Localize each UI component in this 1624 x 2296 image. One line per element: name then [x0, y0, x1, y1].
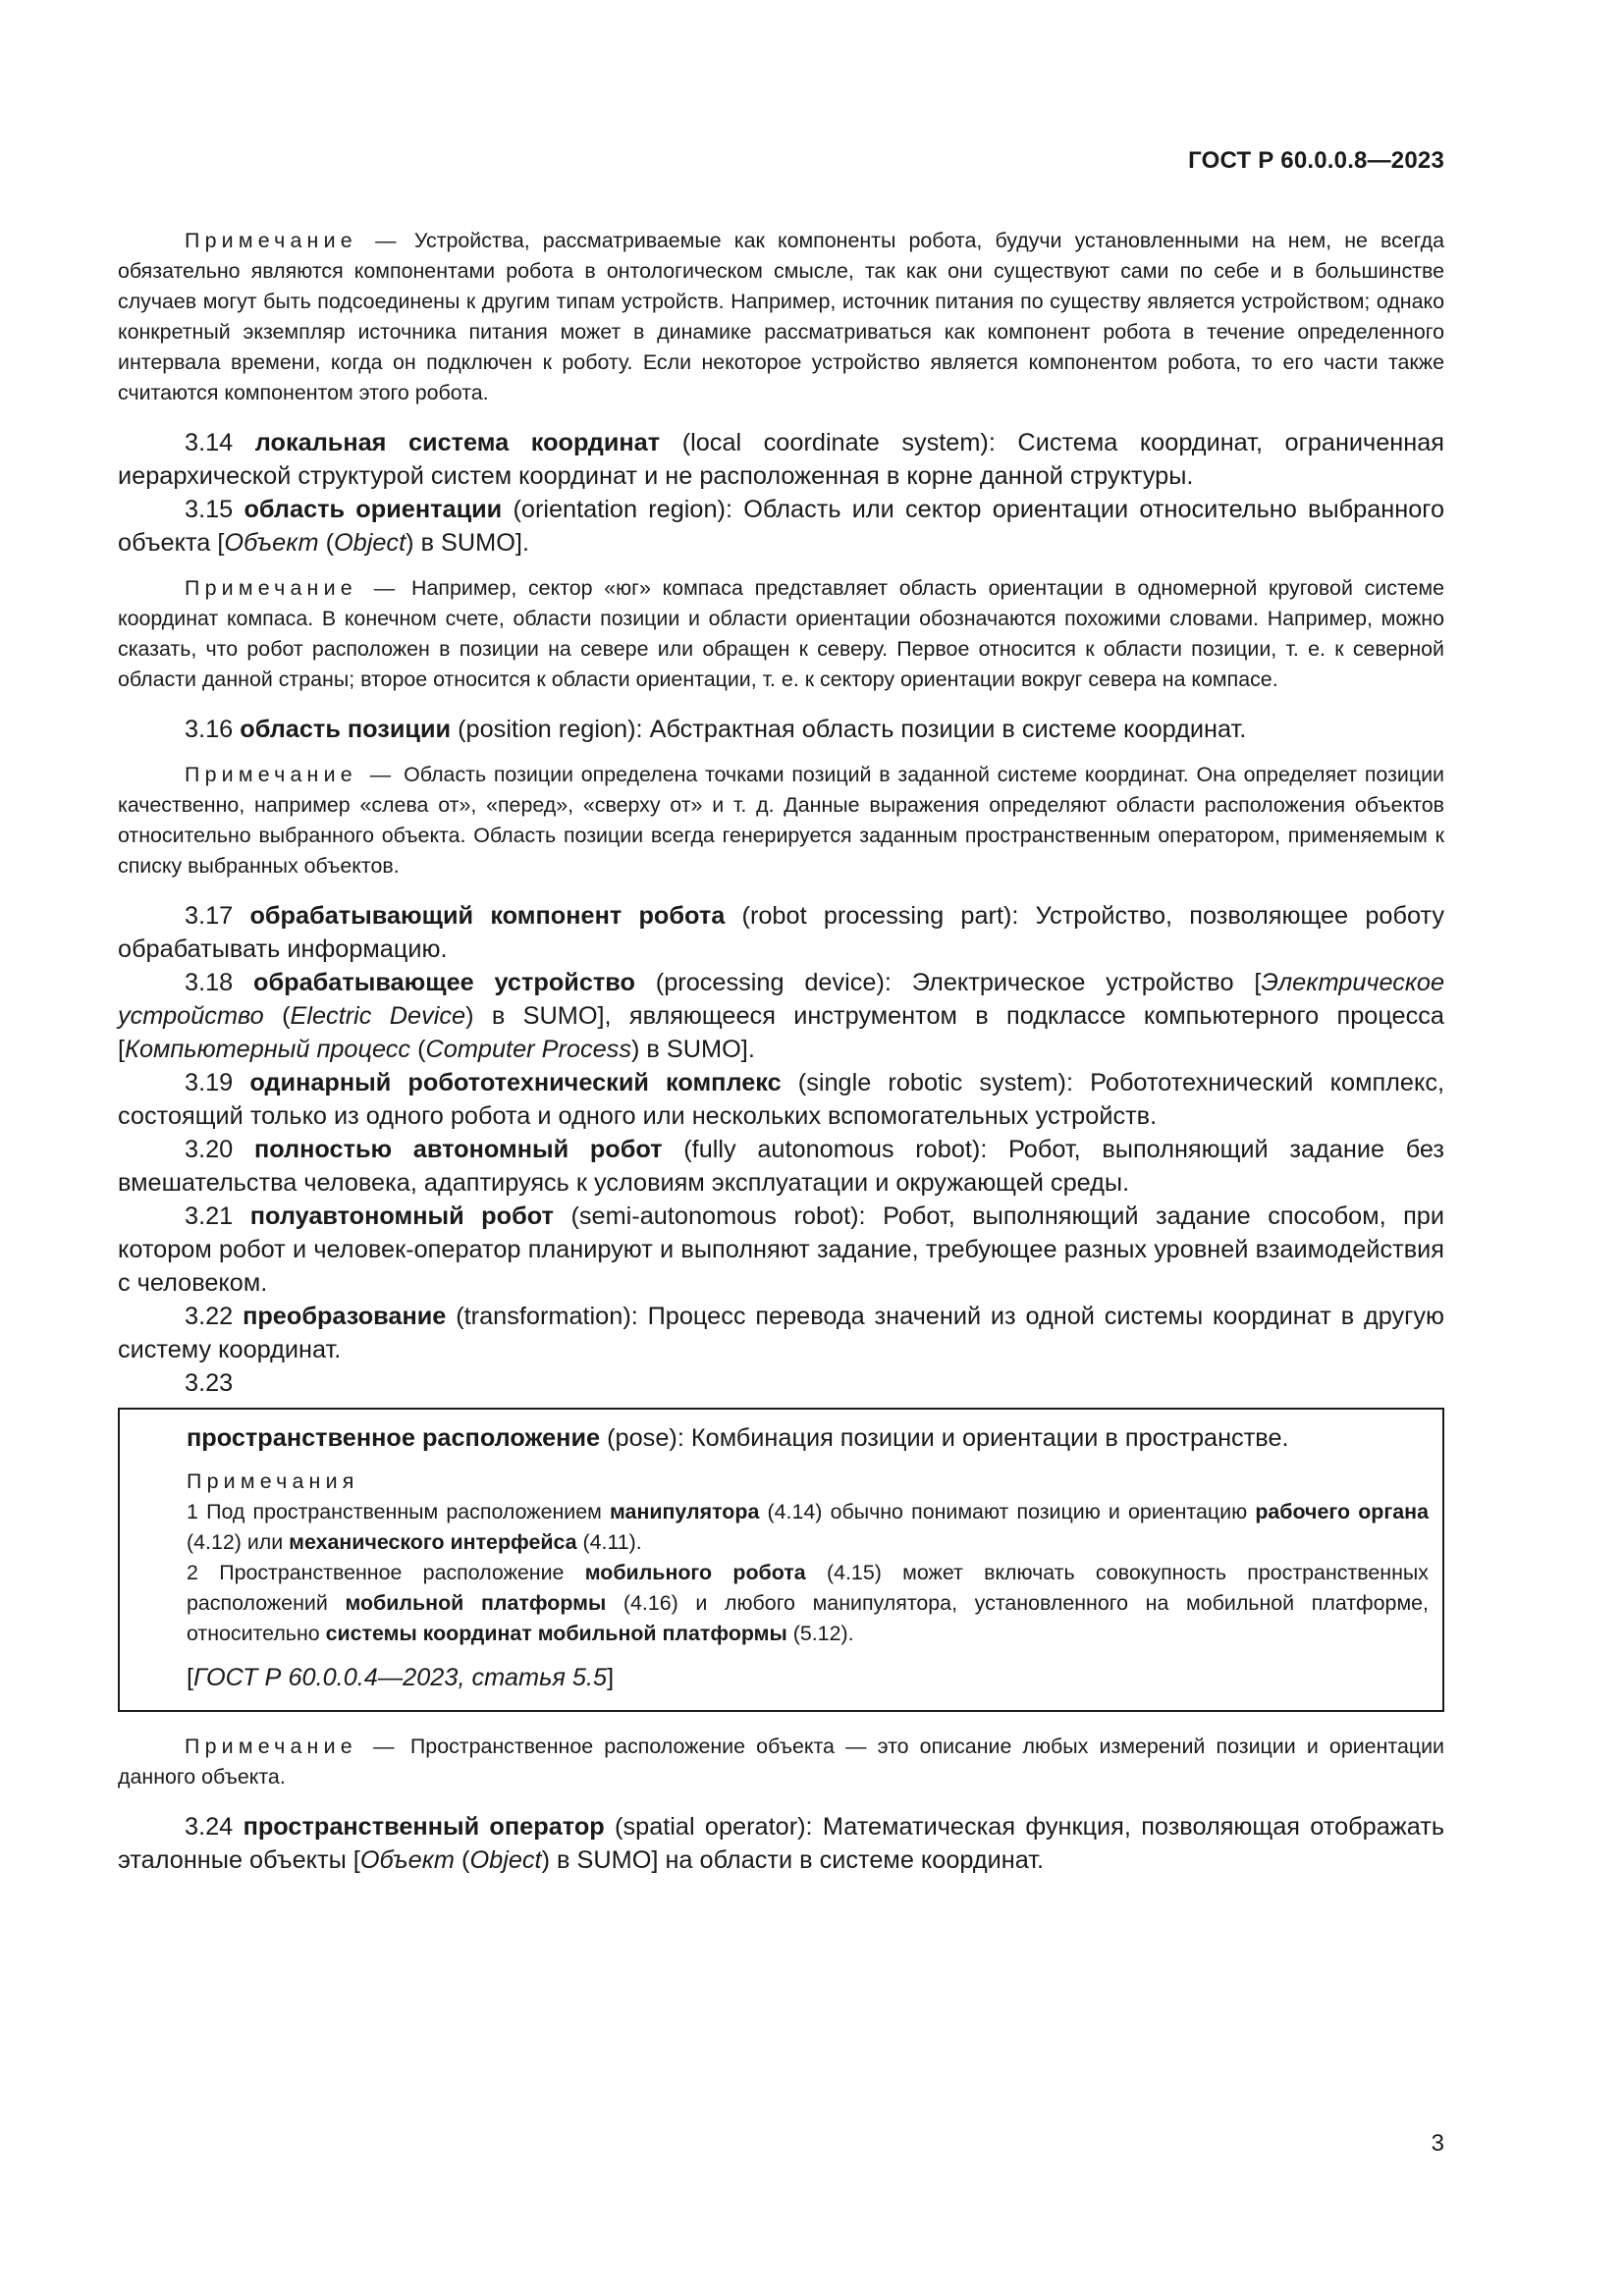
term-number: 3.14: [185, 429, 234, 456]
term-3-22: [118, 1300, 1444, 1366]
term-number: 3.24: [185, 1813, 234, 1841]
term-3-17: [118, 899, 1444, 966]
term-name: обрабатывающий компонент робота: [249, 902, 726, 930]
text-fragment: (5.12).: [786, 1622, 854, 1645]
note-text: Область позиции определена точками позиций в заданной системе координат. Она определяет позиции качественно, например «слева от», «перед», «сверху от» и т. д. Данные выражения определяют области расположения объектов относительно выбранного объекта. Область позиции всегда генерируется заданным пространственным оператором, применяемым к списку выбранных объектов.: [118, 763, 1444, 878]
term-english: (spatial operator):: [615, 1813, 813, 1841]
term-ref: мобильной платформы: [345, 1591, 607, 1615]
bracket: [: [187, 1664, 194, 1691]
text-fragment: (: [318, 529, 334, 557]
note-position: [118, 760, 1444, 881]
term-3-24: [118, 1810, 1444, 1877]
term-number: 3.18: [185, 969, 234, 996]
term-english: (pose):: [607, 1424, 684, 1452]
term-name: локальная система координат: [254, 429, 661, 456]
note-orientation: [118, 573, 1444, 695]
term-english: (local coordinate system):: [681, 429, 996, 456]
text-fragment: (: [263, 1002, 291, 1030]
note-text: Пространственное расположение объекта — это описание любых измерений позиции и ориентации данного объекта.: [118, 1735, 1444, 1789]
term-english: (transformation):: [456, 1303, 638, 1330]
term-definition: Система координат, ограниченная иерархической структурой систем координат и не расположенная в корне данной структуры.: [118, 429, 1445, 490]
term-number: 3.20: [185, 1136, 234, 1163]
term-english: (orientation region):: [513, 496, 733, 523]
term-english: (processing device):: [655, 969, 892, 996]
term-name: полуавтономный робот: [249, 1202, 554, 1230]
term-3-20: [118, 1133, 1444, 1200]
text-fragment: ) в SUMO], являющееся инструментом в подклассе компьютерного процесса [: [118, 1002, 1444, 1063]
term-definition: Абстрактная область позиции в системе координат.: [649, 716, 1247, 743]
notes-heading: Примечания: [187, 1469, 359, 1493]
term-name: пространственный оператор: [243, 1813, 605, 1841]
term-name: одинарный робототехнический комплекс: [249, 1069, 782, 1096]
term-definition: Устройство, позволяющее роботу обрабатывать информацию.: [118, 902, 1444, 963]
source-reference: [187, 1661, 1429, 1694]
term-3-23-number: 3.23: [185, 1369, 234, 1397]
source-citation: ГОСТ Р 60.0.0.4—2023, статья 5.5: [193, 1664, 608, 1691]
term-3-23-definition: [187, 1421, 1429, 1455]
box-note-1: [187, 1497, 1429, 1558]
term-3-16: [118, 713, 1444, 746]
term-name: область позиции: [240, 716, 452, 743]
term-number: 3.22: [185, 1303, 234, 1330]
term-ref: механического интерфейса: [289, 1530, 577, 1554]
term-english: (robot processing part):: [741, 902, 1019, 930]
note-pose: [118, 1732, 1444, 1792]
term-ref: рабочего органа: [1255, 1500, 1429, 1523]
term-name: обрабатывающее устройство: [253, 969, 635, 996]
text-fragment: (: [455, 1846, 470, 1874]
document-body: [118, 226, 1444, 1877]
sumo-ref: Computer Process: [425, 1036, 631, 1063]
standard-header: ГОСТ Р 60.0.0.8—2023: [1188, 147, 1444, 174]
term-english: (position region):: [458, 716, 643, 743]
term-3-18: [118, 966, 1444, 1066]
text-fragment: 2 Пространственное расположение: [187, 1561, 585, 1584]
term-ref: системы координат мобильной платформы: [325, 1622, 787, 1645]
note-label: Примечание —: [185, 229, 402, 252]
term-definition: Область или сектор ориентации относительно выбранного объекта [: [118, 496, 1445, 557]
term-definition: Робототехнический комплекс, состоящий только из одного робота и одного или нескольких вспомогательных устройств.: [118, 1069, 1445, 1130]
bracket: ]: [607, 1664, 615, 1691]
term-name: преобразование: [243, 1303, 447, 1330]
sumo-ref: Electric Device: [290, 1002, 466, 1030]
sumo-ref: Объект: [359, 1846, 455, 1874]
term-3-21: [118, 1200, 1444, 1300]
box-note-2: [187, 1558, 1429, 1649]
term-english: (single robotic system):: [797, 1069, 1073, 1096]
text-fragment: 1 Под пространственным расположением: [187, 1500, 610, 1523]
term-definition: Робот, выполняющий задание без вмешательства человека, адаптируясь к условиям эксплуатации и окружающей среды.: [118, 1136, 1445, 1197]
note-text: Например, сектор «юг» компаса представляет область ориентации в одномерной круговой системе координат компаса. В конечном счете, области позиции и области ориентации обозначаются похожими словами. Например, можно сказать, что робот расположен в позиции на севере или обращен к северу. Первое относится к области позиции, т. е. к северной области данной страны; второе относится к области ориентации, т. е. к сектору ориентации вокруг севера на компасе.: [118, 576, 1444, 691]
text-fragment: Математическая функция, позволяющая отображать эталонные объекты [: [118, 1813, 1444, 1874]
sumo-ref: Электрическое устройство: [118, 969, 1445, 1030]
text-fragment: ) в SUMO].: [406, 529, 529, 557]
term-name: пространственное расположение: [187, 1424, 601, 1452]
term-ref: манипулятора: [610, 1500, 760, 1523]
term-3-15: [118, 493, 1444, 560]
term-3-14: [118, 426, 1444, 493]
term-number: 3.15: [185, 496, 234, 523]
term-number: 3.16: [185, 716, 234, 743]
note-text: Устройства, рассматриваемые как компоненты робота, будучи установленными на нем, не всегда обязательно являются компонентами робота в онтологическом смысле, так как они существуют сами по себе и в большинстве случаев могут быть подсоединены к другим типам устройств. Например, источник питания по существу является устройством; однако конкретный экземпляр источника питания может в динамике рассматриваться как компонент робота в течение определенного интервала времени, когда он подключен к роботу. Если некоторое устройство является компонентом робота, то его части также считаются компонентом этого робота.: [118, 229, 1444, 404]
term-english: (semi-autonomous robot):: [570, 1202, 866, 1230]
term-number: 3.19: [185, 1069, 234, 1096]
term-3-19: [118, 1066, 1444, 1133]
term-definition: Комбинация позиции и ориентации в пространстве.: [690, 1424, 1289, 1452]
term-number: 3.21: [185, 1202, 234, 1230]
term-name: полностью автономный робот: [253, 1136, 663, 1163]
text-fragment: (4.12) или: [187, 1530, 290, 1554]
sumo-ref: Object: [334, 529, 406, 557]
note-label: Примечание —: [185, 1735, 400, 1758]
text-fragment: (4.14) обычно понимают позицию и ориентацию: [759, 1500, 1256, 1523]
text-fragment: (4.16) и любого манипулятора, установленного на мобильной платформе, относительно: [187, 1591, 1429, 1645]
note-label: Примечание —: [185, 576, 401, 600]
text-fragment: (4.15) может включать совокупность пространственных расположений: [187, 1561, 1429, 1615]
term-number: 3.17: [185, 902, 234, 930]
sumo-ref: Компьютерный процесс: [125, 1036, 411, 1063]
text-fragment: (: [410, 1036, 426, 1063]
sumo-ref: Объект: [224, 529, 319, 557]
term-english: (fully autonomous robot):: [683, 1136, 988, 1163]
sumo-ref: Object: [469, 1846, 542, 1874]
text-fragment: (4.11).: [576, 1530, 642, 1554]
term-name: область ориентации: [244, 496, 503, 523]
text-fragment: ) в SUMO].: [630, 1036, 755, 1063]
term-3-23-box: [118, 1408, 1444, 1712]
term-ref: мобильного робота: [584, 1561, 806, 1584]
page-number: 3: [1431, 2130, 1444, 2157]
term-definition: Процесс перевода значений из одной системы координат в другую систему координат.: [118, 1303, 1445, 1363]
note-components: [118, 226, 1444, 408]
text-fragment: Электрическое устройство [: [911, 969, 1262, 996]
term-definition: Робот, выполняющий задание способом, при котором робот и человек-оператор планируют и выполняют задание, требующее разных уровней взаимодействия с человеком.: [118, 1202, 1445, 1297]
text-fragment: ) в SUMO] на области в системе координат.: [541, 1846, 1045, 1874]
note-label: Примечание —: [185, 763, 397, 786]
